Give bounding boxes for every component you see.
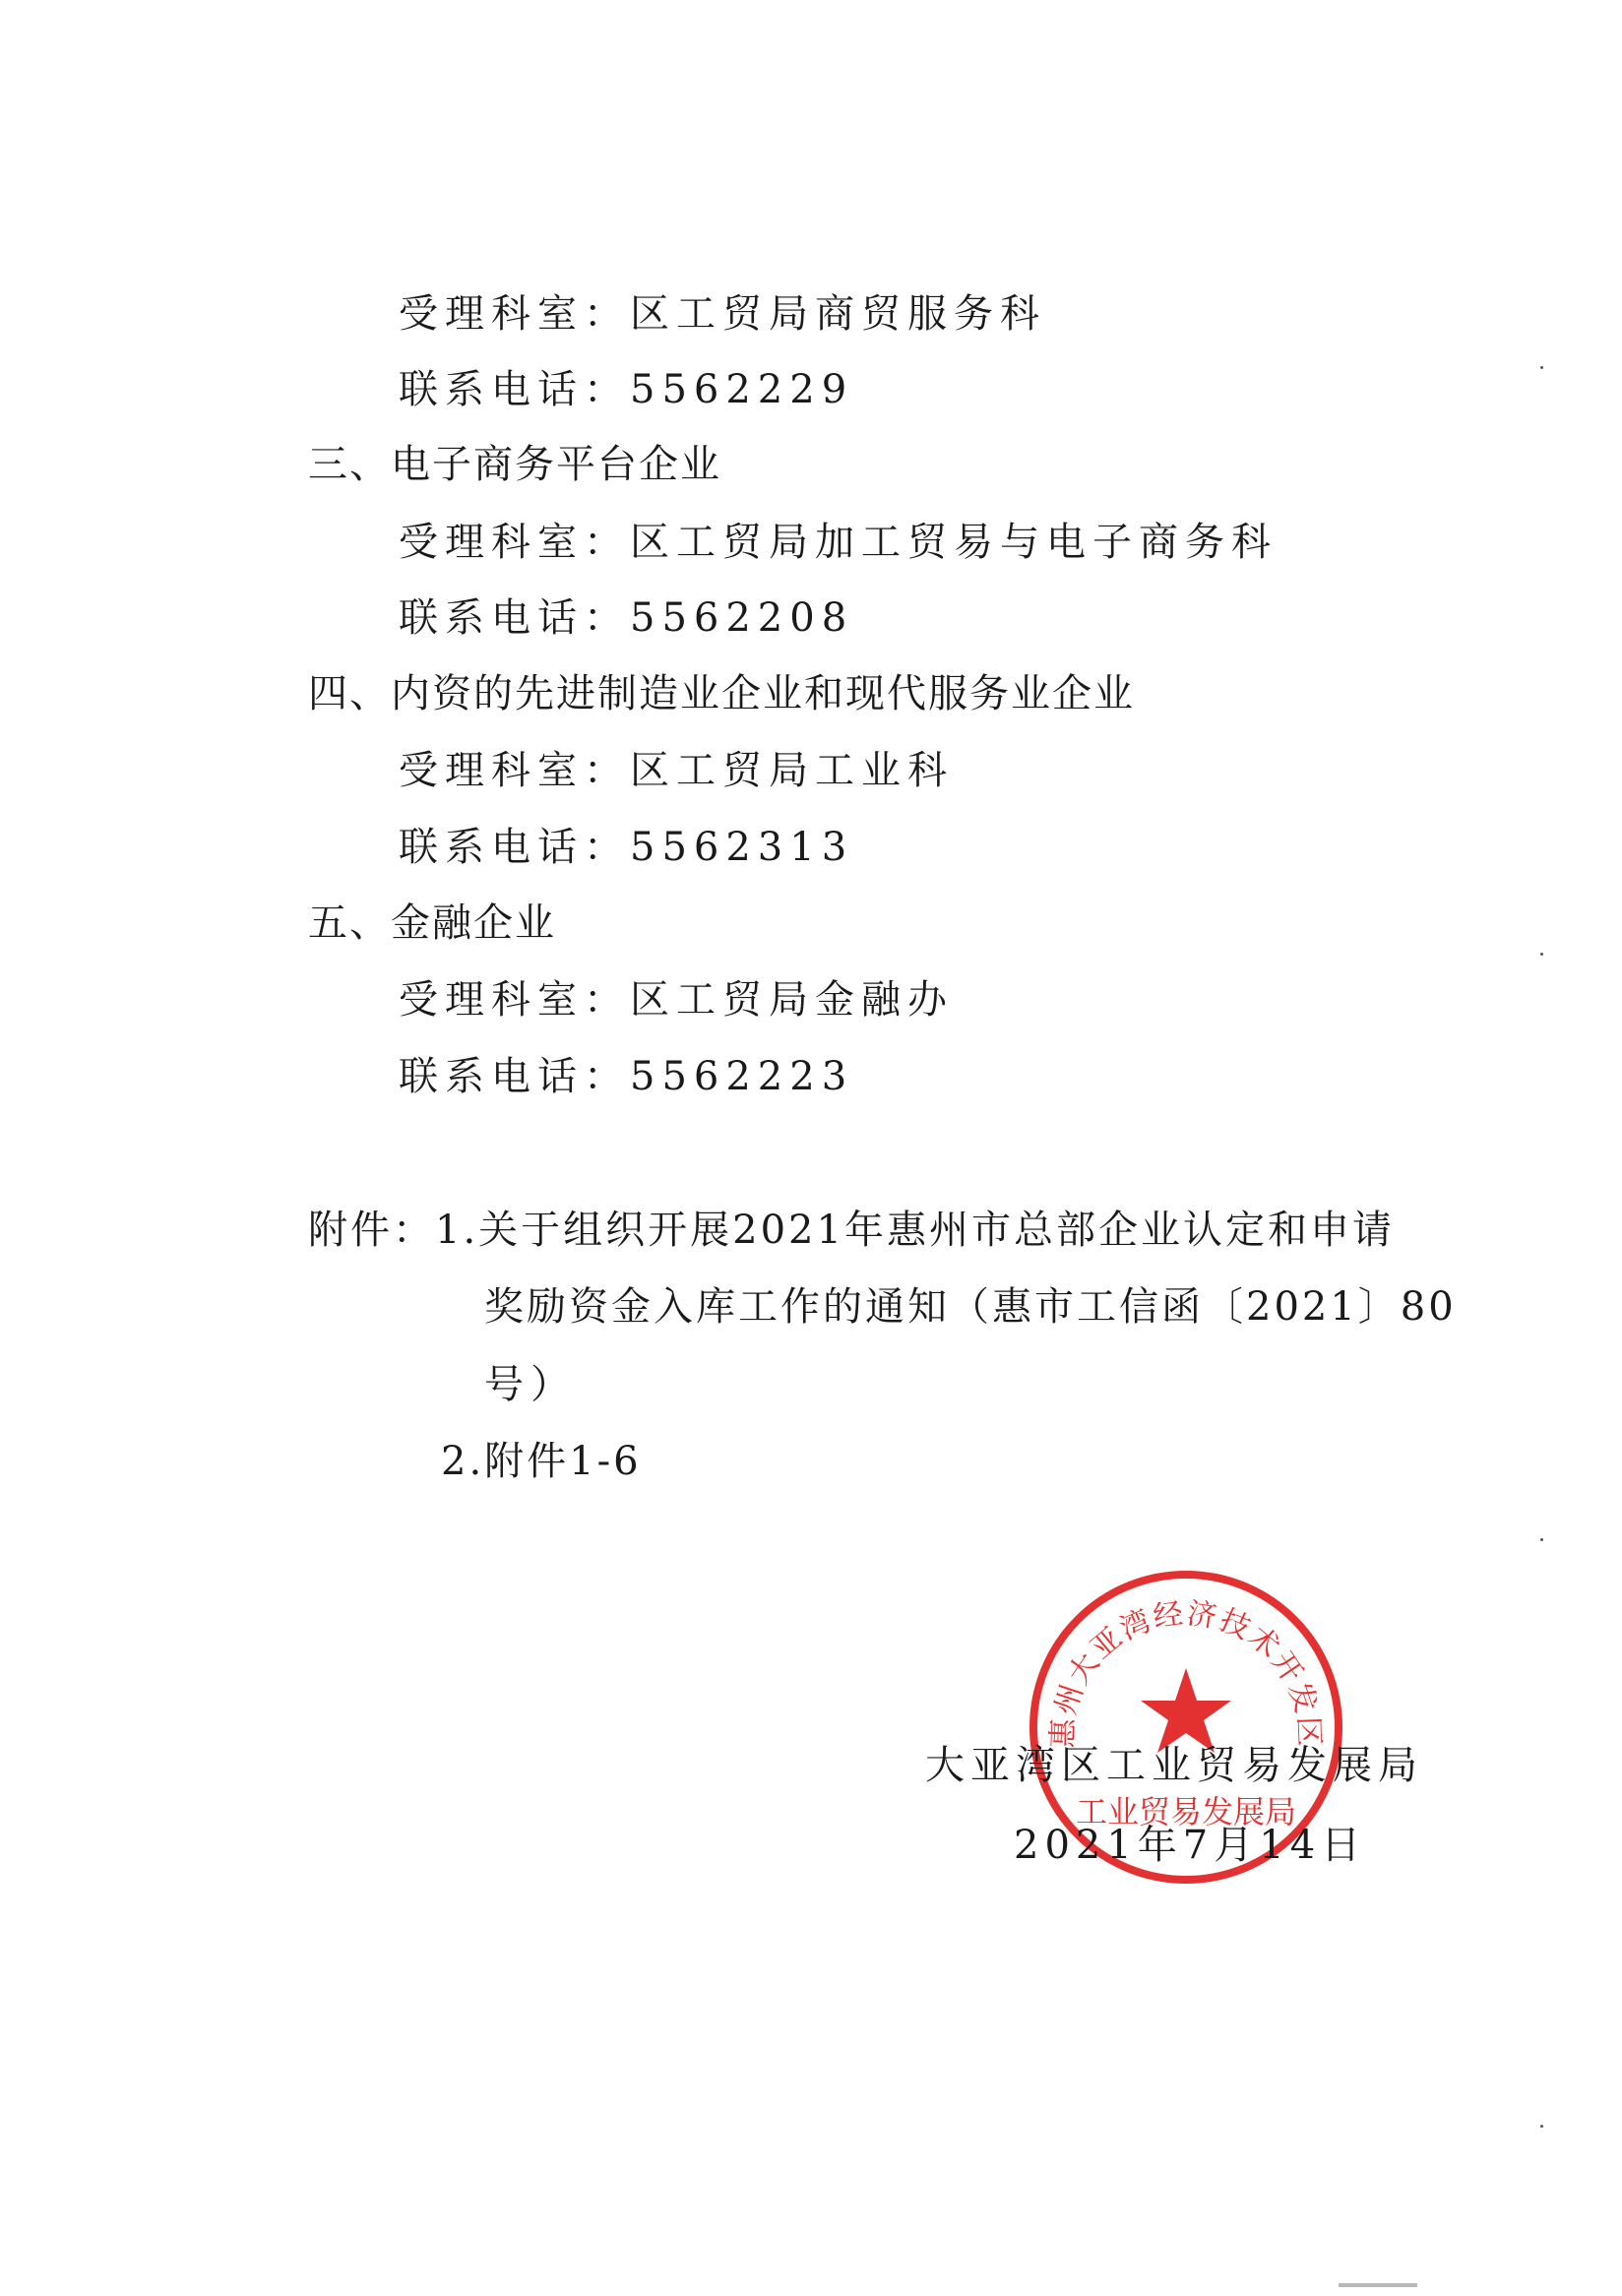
s3-heading: 三、电子商务平台企业 bbox=[308, 442, 721, 487]
s4-phone-line: 联系电话：5562313 bbox=[399, 825, 854, 870]
s4-heading: 四、内资的先进制造业企业和现代服务业企业 bbox=[308, 671, 1135, 716]
attachment-line-2: 奖励资金入库工作的通知（惠市工信函〔2021〕80 bbox=[484, 1284, 1457, 1330]
signature-date: 2021年7月14日 bbox=[1014, 1823, 1367, 1868]
attachment-line-4: 2.附件1-6 bbox=[441, 1439, 642, 1484]
s2-phone-line: 联系电话：5562229 bbox=[399, 367, 854, 412]
signature-org: 大亚湾区工业贸易发展局 bbox=[925, 1743, 1423, 1788]
s3-phone-line: 联系电话：5562208 bbox=[399, 595, 854, 641]
seal-bottom-text: 工业贸易发展局 bbox=[1075, 1793, 1297, 1831]
s4-office-line: 受理科室：区工贸局工业科 bbox=[399, 748, 954, 793]
attachment-line-1: 附件：1.关于组织开展2021年惠州市总部企业认定和申请 bbox=[308, 1208, 1395, 1253]
s5-office-line: 受理科室：区工贸局金融办 bbox=[399, 977, 954, 1023]
attachment-line-3: 号） bbox=[484, 1362, 577, 1407]
margin-dot bbox=[1540, 2125, 1543, 2128]
s5-heading: 五、金融企业 bbox=[308, 900, 556, 946]
margin-dot bbox=[1540, 953, 1543, 956]
footer-scan-mark bbox=[1339, 2283, 1417, 2287]
s2-office-line: 受理科室：区工贸局商贸服务科 bbox=[399, 291, 1046, 337]
margin-dot bbox=[1540, 366, 1543, 369]
margin-dot bbox=[1540, 1538, 1543, 1541]
seal-top-text: 惠州大亚湾经济技术开发区 bbox=[1045, 1596, 1327, 1749]
s3-office-line: 受理科室：区工贸局加工贸易与电子商务科 bbox=[399, 520, 1278, 565]
s5-phone-line: 联系电话：5562223 bbox=[399, 1054, 854, 1099]
seal-star-icon bbox=[1141, 1668, 1231, 1753]
